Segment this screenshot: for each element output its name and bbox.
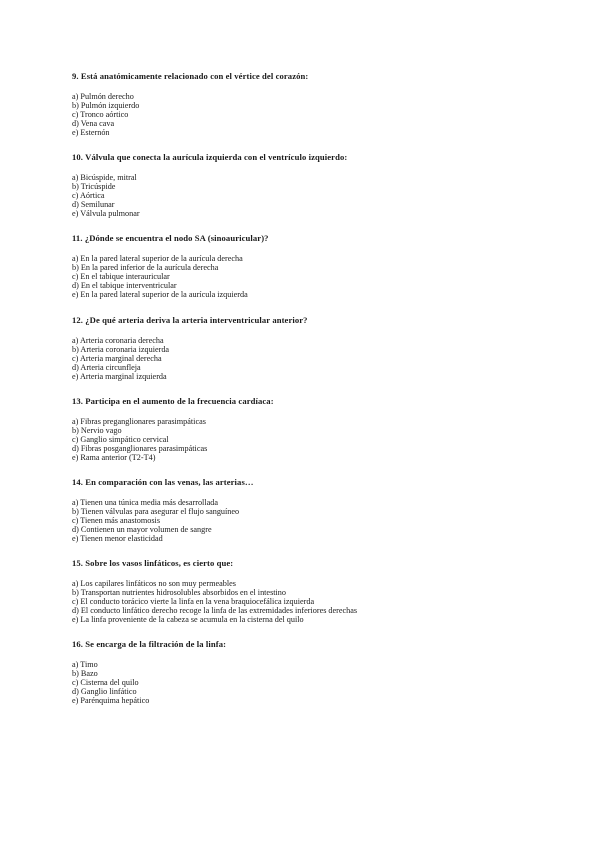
option-list	[72, 417, 552, 462]
option-b: b) Bazo	[72, 669, 98, 679]
option-e: e) En la pared lateral superior de la aurícula izquierda	[72, 290, 248, 300]
option-d: d) Vena cava	[72, 119, 115, 129]
option-a: a) En la pared lateral superior de la aurícula derecha	[72, 254, 243, 263]
option-b: b) Pulmón izquierdo	[72, 101, 140, 111]
option-list	[72, 92, 552, 137]
option-c: c) Tienen más anastomosis	[72, 516, 161, 526]
option-e: e) La linfa proveniente de la cabeza se acumula en la cisterna del quilo	[72, 615, 304, 625]
question-title: 13. Participa en el aumento de la frecuencia cardíaca:	[72, 396, 274, 406]
option-b: b) Nervio vago	[72, 426, 122, 436]
option-list	[72, 173, 552, 218]
option-a: a) Pulmón derecho	[72, 92, 134, 101]
option-e: e) Arteria marginal izquierda	[72, 372, 167, 382]
option-c: c) Ganglio simpático cervical	[72, 435, 169, 445]
option-c: c) Cisterna del quilo	[72, 678, 139, 688]
option-list	[72, 660, 552, 705]
option-a: a) Tienen una túnica media más desarrollada	[72, 498, 218, 507]
option-d: d) Arteria circunfleja	[72, 363, 141, 373]
question-title: 16. Se encarga de la filtración de la linfa:	[72, 639, 227, 649]
option-a: a) Arteria coronaria derecha	[72, 336, 164, 345]
question-11	[72, 233, 552, 299]
option-b: b) Tienen válvulas para asegurar el flujo sanguíneo	[72, 507, 240, 517]
option-list	[72, 336, 552, 381]
question-title: 10. Válvula que conecta la aurícula izquierda con el ventrículo izquierdo:	[72, 152, 348, 162]
question-title: 15. Sobre los vasos linfáticos, es cierto que:	[72, 558, 234, 568]
option-list	[72, 579, 552, 624]
option-b: b) Transportan nutrientes hidrosolubles absorbidos en el intestino	[72, 588, 286, 598]
question-16	[72, 639, 552, 705]
question-14	[72, 477, 552, 543]
option-a: a) Los capilares linfáticos no son muy permeables	[72, 579, 236, 588]
option-e: e) Válvula pulmonar	[72, 209, 140, 219]
option-d: d) Fibras posganglionares parasimpáticas	[72, 444, 208, 454]
option-e: e) Esternón	[72, 128, 110, 138]
option-d: d) En el tabique interventricular	[72, 281, 177, 291]
question-12	[72, 315, 552, 381]
question-title: 9. Está anatómicamente relacionado con el vértice del corazón:	[72, 71, 309, 81]
question-10	[72, 152, 552, 218]
option-e: e) Tienen menor elasticidad	[72, 534, 163, 544]
option-d: d) El conducto linfático derecho recoge la linfa de las extremidades inferiores derechas	[72, 606, 358, 616]
option-d: d) Contienen un mayor volumen de sangre	[72, 525, 212, 535]
option-c: c) En el tabique interauricular	[72, 272, 170, 282]
option-e: e) Parénquima hepático	[72, 696, 150, 706]
option-b: b) En la pared inferior de la aurícula derecha	[72, 263, 219, 273]
option-d: d) Semilunar	[72, 200, 115, 210]
question-9	[72, 71, 552, 137]
question-13	[72, 396, 552, 462]
option-a: a) Bicúspide, mitral	[72, 173, 137, 182]
option-c: c) Tronco aórtico	[72, 110, 129, 120]
option-list	[72, 254, 552, 299]
option-c: c) Arteria marginal derecha	[72, 354, 162, 364]
option-b: b) Arteria coronaria izquierda	[72, 345, 170, 355]
option-a: a) Timo	[72, 660, 98, 669]
question-title: 12. ¿De qué arteria deriva la arteria interventricular anterior?	[72, 315, 308, 325]
question-15	[72, 558, 552, 624]
option-c: c) Aórtica	[72, 191, 105, 201]
option-c: c) El conducto torácico vierte la linfa en la vena braquiocefálica izquierda	[72, 597, 315, 607]
option-list	[72, 498, 552, 543]
option-b: b) Tricúspide	[72, 182, 116, 192]
option-d: d) Ganglio linfático	[72, 687, 137, 697]
question-title: 14. En comparación con las venas, las arterias…	[72, 477, 254, 487]
option-a: a) Fibras preganglionares parasimpáticas	[72, 417, 206, 426]
option-e: e) Rama anterior (T2-T4)	[72, 453, 156, 463]
question-title: 11. ¿Dónde se encuentra el nodo SA (sinoauricular)?	[72, 233, 269, 243]
